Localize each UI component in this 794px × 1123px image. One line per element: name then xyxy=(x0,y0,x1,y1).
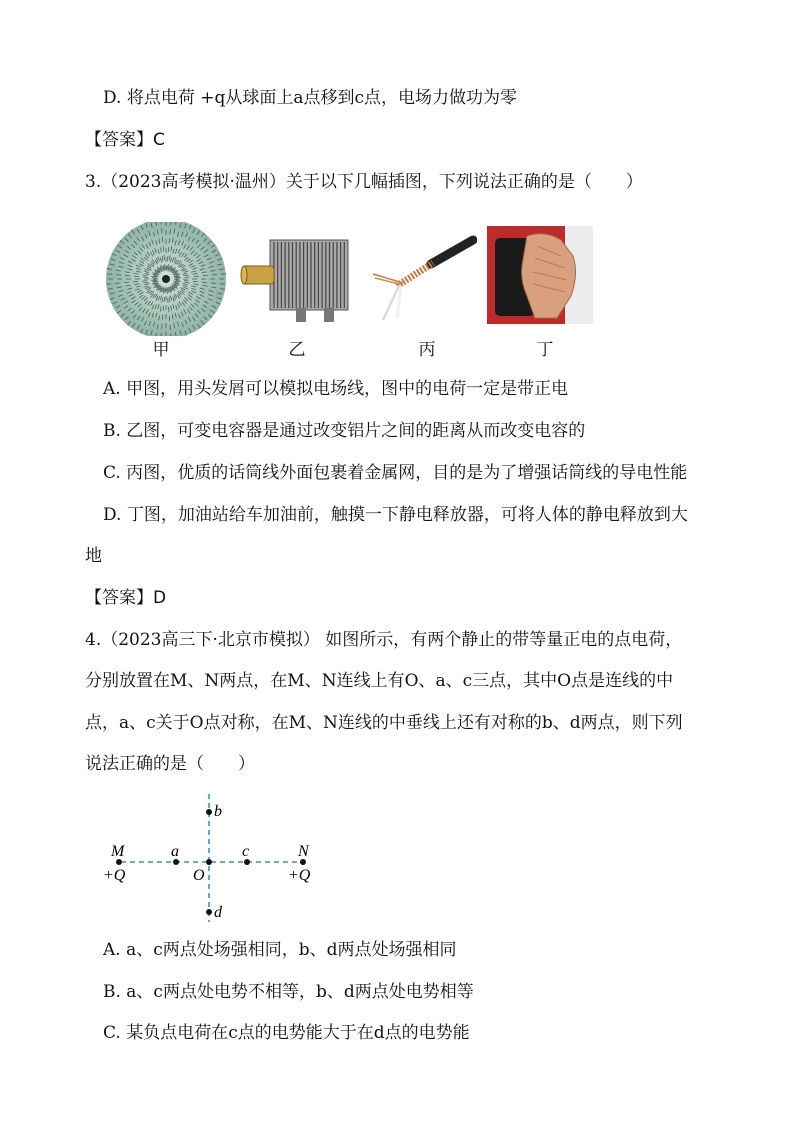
caption-bing: 丙 xyxy=(418,340,436,360)
q4-stem-line2: 分别放置在M、N两点，在M、N连线上有O、a、c三点，其中O点是连线的中 xyxy=(85,671,674,691)
q4-option-b: B. a、c两点处电势不相等，b、d两点处电势相等 xyxy=(103,982,474,1002)
caption-jia: 甲 xyxy=(152,340,170,360)
q4-option-c: C. 某负点电荷在c点的电势能大于在d点的电势能 xyxy=(103,1023,470,1043)
charge-diagram xyxy=(95,790,335,930)
q4-option-a: A. a、c两点处场强相同，b、d两点处场强相同 xyxy=(103,940,457,960)
label-o: O xyxy=(193,867,205,884)
label-a: a xyxy=(171,843,179,860)
caption-ding: 丁 xyxy=(536,340,554,360)
q3-option-d-line1: D. 丁图，加油站给车加油前，触摸一下静电释放器，可将人体的静电释放到大 xyxy=(103,505,688,525)
caption-yi: 乙 xyxy=(288,340,306,360)
label-d: d xyxy=(214,904,222,921)
image-jia-field-lines xyxy=(103,222,229,336)
label-c: c xyxy=(242,843,250,860)
image-bing-microphone-cable xyxy=(369,226,477,326)
q4-stem-line1: 4.（2023高三下·北京市模拟） 如图所示，有两个静止的带等量正电的点电荷， xyxy=(85,630,683,650)
q3-option-d-line2: 地 xyxy=(85,546,102,566)
q3-answer: 【答案】D xyxy=(85,588,167,608)
q4-stem-line4: 说法正确的是（ ） xyxy=(85,754,255,774)
label-charge-left: +Q xyxy=(103,867,126,884)
label-n: N xyxy=(298,843,309,860)
point-b xyxy=(206,809,212,815)
image-ding-static-discharger xyxy=(487,226,593,324)
point-o xyxy=(206,859,212,865)
q3-option-a: A. 甲图，用头发屑可以模拟电场线，图中的电荷一定是带正电 xyxy=(103,379,569,399)
label-charge-right: +Q xyxy=(288,867,311,884)
q3-stem: 3.（2023高考模拟·温州）关于以下几幅插图，下列说法正确的是（ ） xyxy=(85,172,643,192)
q2-option-d: D. 将点电荷 +q从球面上a点移到c点，电场力做功为零 xyxy=(103,88,518,108)
point-d xyxy=(206,909,212,915)
q3-option-b: B. 乙图，可变电容器是通过改变铝片之间的距离从而改变电容的 xyxy=(103,421,586,441)
q4-stem-line3: 点，a、c关于O点对称，在M、N连线的中垂线上还有对称的b、d两点，则下列 xyxy=(85,713,683,733)
label-b: b xyxy=(214,803,222,820)
q3-option-c: C. 丙图，优质的话筒线外面包裹着金属网，目的是为了增强话筒线的导电性能 xyxy=(103,463,688,483)
q2-answer: 【答案】C xyxy=(85,130,165,150)
image-yi-variable-capacitor xyxy=(240,222,357,330)
label-m: M xyxy=(111,843,125,860)
